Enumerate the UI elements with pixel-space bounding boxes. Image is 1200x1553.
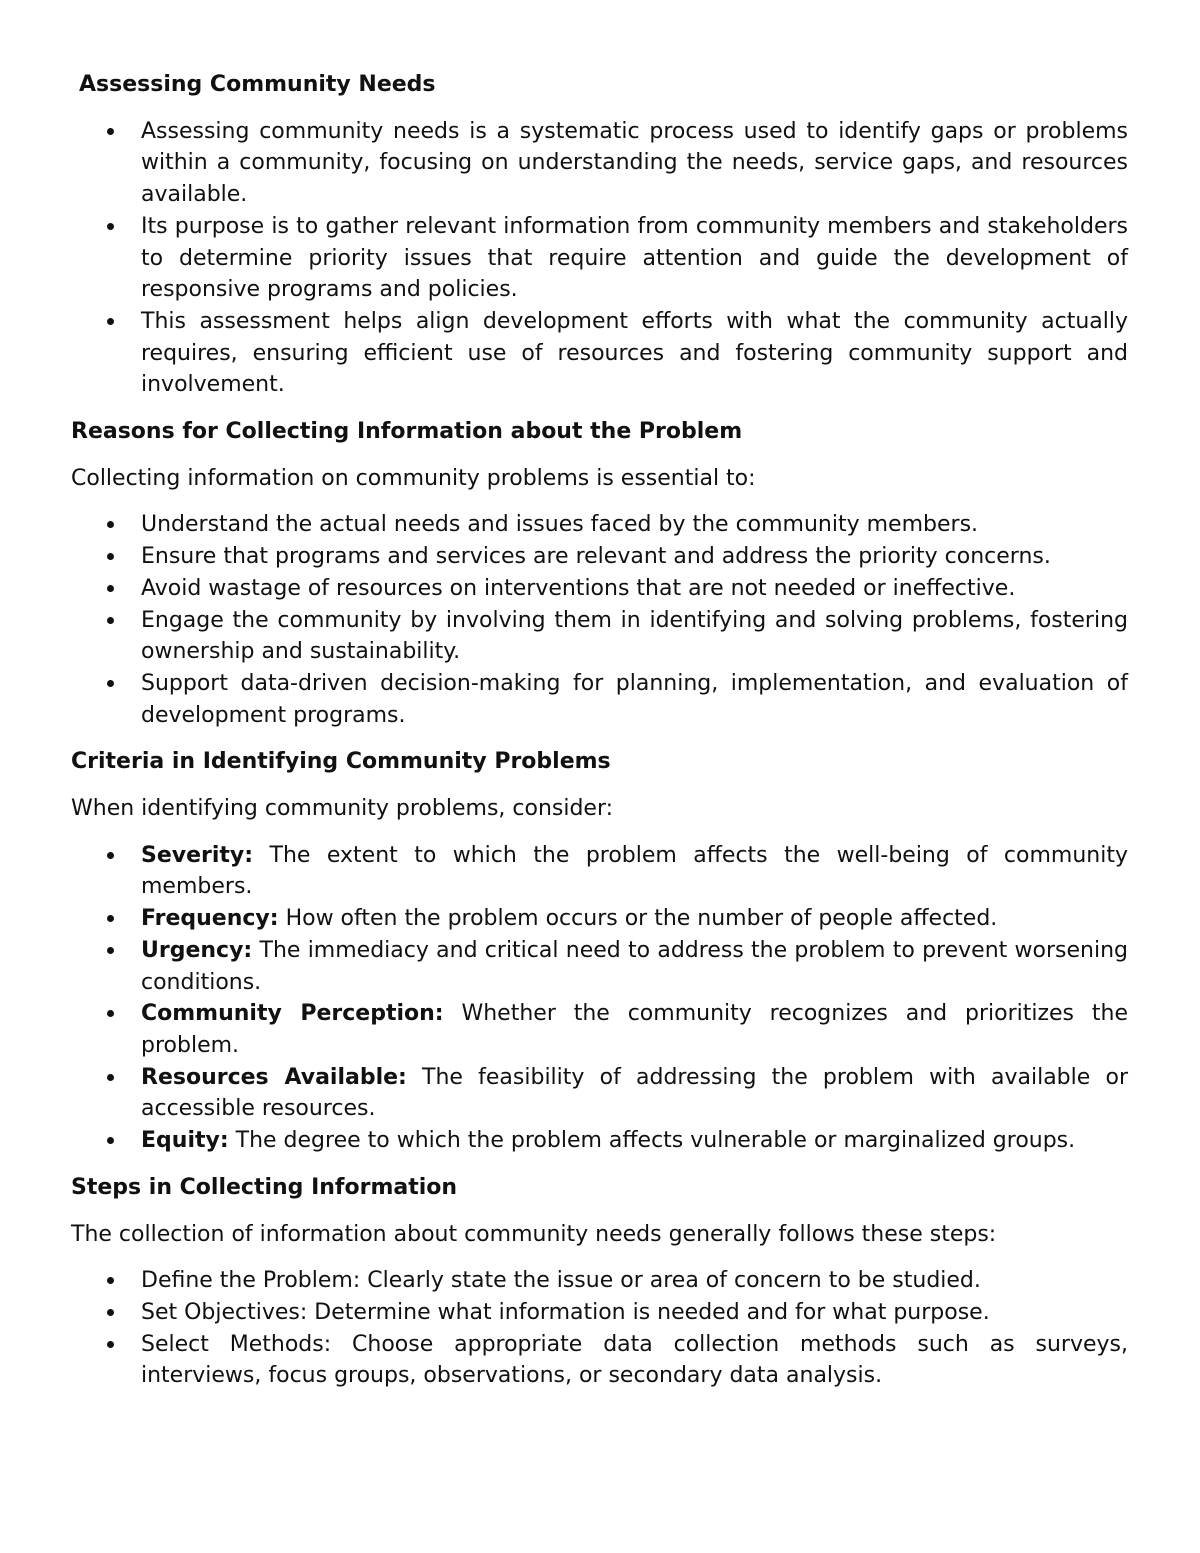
section-heading: Steps in Collecting Information <box>71 1174 458 1200</box>
list-item-text: Ensure that programs and services are relevant and address the priority concerns. <box>141 544 1051 570</box>
bullet-list <box>71 1265 1128 1392</box>
section <box>71 416 1128 731</box>
section <box>71 69 1128 401</box>
list-item <box>141 1062 1128 1125</box>
list-item-text: How often the problem occurs or the number of people affected. <box>278 906 998 932</box>
criterion-term: Severity: <box>141 842 254 868</box>
list-item-text: Its purpose is to gather relevant information from community members and stakeholders to determine priority issues that require attention and guide the development of responsive programs and policies. <box>141 213 1128 303</box>
bullet-list <box>71 509 1128 731</box>
list-item <box>141 1265 1128 1297</box>
list-item <box>141 541 1128 573</box>
section-heading: Criteria in Identifying Community Problems <box>71 749 611 775</box>
list-item <box>141 840 1128 903</box>
list-item-text: Assessing community needs is a systematic process used to identify gaps or problems within a community, focusing on understanding the needs, service gaps, and resources available. <box>141 118 1128 208</box>
section-heading: Reasons for Collecting Information about the Problem <box>71 419 743 445</box>
list-item-text: Set Objectives: Determine what information is needed and for what purpose. <box>141 1299 990 1325</box>
list-item <box>141 1329 1128 1392</box>
criterion-term: Urgency: <box>141 937 253 963</box>
list-item <box>141 605 1128 668</box>
section-heading: Assessing Community Needs <box>79 72 436 97</box>
bullet-list <box>71 840 1128 1157</box>
document-page <box>71 69 1128 1407</box>
criterion-term: Community Perception: <box>141 1001 444 1027</box>
list-item-text: Understand the actual needs and issues faced by the community members. <box>141 512 979 538</box>
list-item-text: Avoid wastage of resources on interventions that are not needed or ineffective. <box>141 575 1016 601</box>
list-item <box>141 998 1128 1061</box>
section-intro: When identifying community problems, consider: <box>71 796 614 822</box>
list-item <box>141 509 1128 541</box>
criterion-term: Equity: <box>141 1128 229 1154</box>
list-item-text: Whether the community recognizes and prioritizes the problem. <box>141 1001 1128 1058</box>
list-item-text: This assessment helps align development efforts with what the community actually requires, ensuring efficient use of resources and fostering community support and involvement. <box>141 308 1128 398</box>
section-intro: Collecting information on community problems is essential to: <box>71 465 756 491</box>
list-item-text: The immediacy and critical need to address the problem to prevent worsening conditions. <box>141 937 1128 995</box>
list-item-text: Define the Problem: Clearly state the issue or area of concern to be studied. <box>141 1268 981 1294</box>
list-item <box>141 1125 1128 1157</box>
list-item-text: The extent to which the problem affects the well-being of community members. <box>141 842 1128 900</box>
list-item-text: Engage the community by involving them in identifying and solving problems, fostering ownership and sustainability. <box>141 607 1128 665</box>
list-item <box>141 573 1128 605</box>
section <box>71 746 1128 1156</box>
list-item <box>141 1297 1128 1329</box>
section-intro: The collection of information about community needs generally follows these steps: <box>71 1221 997 1247</box>
list-item <box>141 935 1128 998</box>
list-item <box>141 211 1128 306</box>
list-item <box>141 306 1128 401</box>
bullet-list <box>71 116 1128 401</box>
list-item-text: Select Methods: Choose appropriate data collection methods such as surveys, interviews, focus groups, observations, or secondary data analysis. <box>141 1331 1128 1389</box>
criterion-term: Resources Available: <box>141 1064 407 1090</box>
list-item-text: The feasibility of addressing the problem with available or accessible resources. <box>141 1064 1128 1122</box>
list-item <box>141 116 1128 211</box>
criterion-term: Frequency: <box>141 906 279 932</box>
section <box>71 1172 1128 1392</box>
list-item <box>141 668 1128 731</box>
list-item-text: The degree to which the problem affects vulnerable or marginalized groups. <box>228 1128 1076 1154</box>
list-item-text: Support data-driven decision-making for planning, implementation, and evaluation of development programs. <box>141 670 1128 728</box>
list-item <box>141 903 1128 935</box>
